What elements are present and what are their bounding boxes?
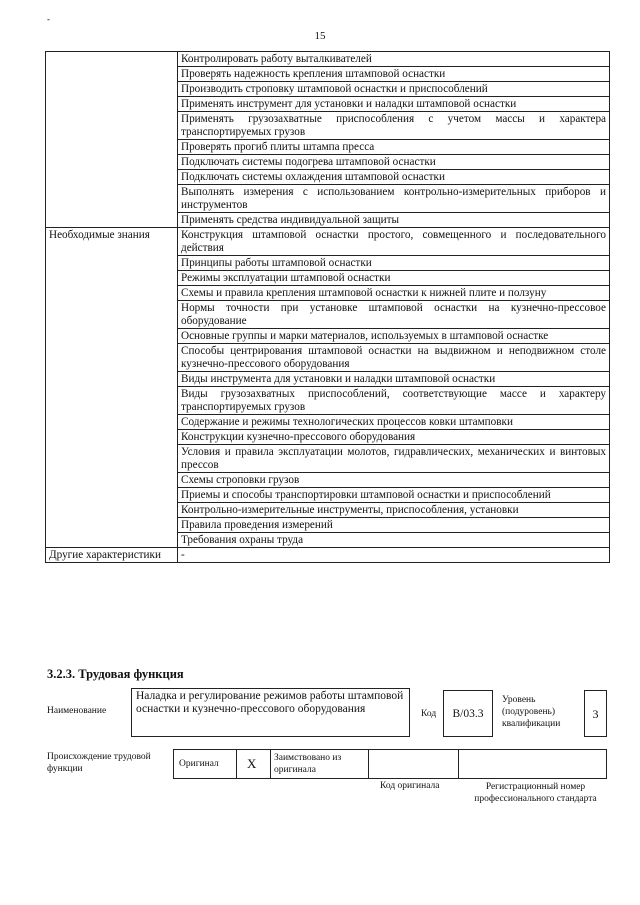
row-value: Проверять надежность крепления штамповой оснастки	[178, 67, 610, 82]
function-name-value: Наладка и регулирование режимов работы штамповой оснастки и кузнечно-прессового оборудования	[136, 690, 404, 715]
code-value-box	[443, 690, 493, 737]
function-name-box	[131, 688, 410, 737]
row-value: Конструкции кузнечно-прессового оборудования	[178, 430, 610, 445]
row-value: Требования охраны труда	[178, 533, 610, 548]
row-value: Правила проведения измерений	[178, 518, 610, 533]
row-value: Подключать системы подогрева штамповой оснастки	[178, 155, 610, 170]
row-value: Проверять прогиб плиты штампа пресса	[178, 140, 610, 155]
original-label: Оригинал	[179, 759, 219, 769]
other-value: -	[178, 548, 610, 563]
row-value: Условия и правила эксплуатации молотов, гидравлических, механических и винтовых прессов	[178, 445, 610, 473]
row-label	[46, 52, 178, 228]
level-label: Уровень (подуровень) квалификации	[502, 695, 561, 729]
row-value: Нормы точности при установке штамповой оснастки на кузнечно-прессовое оборудование	[178, 301, 610, 329]
skill-row	[46, 52, 610, 67]
row-value: Применять инструмент для установки и наладки штамповой оснастки	[178, 97, 610, 112]
row-value: Схемы и правила крепления штамповой оснастки к нижней плите и ползуну	[178, 286, 610, 301]
origin-label: Происхождение трудовой функции	[47, 752, 151, 774]
row-value: Виды грузозахватных приспособлений, соответствующие массе и характеру транспортируемых грузов	[178, 387, 610, 415]
page-number: 15	[314, 30, 326, 42]
row-value: Способы центрирования штамповой оснастки на выдвижном и неподвижном столе кузнечно-прессового оборудования	[178, 344, 610, 372]
row-value: Режимы эксплуатации штамповой оснастки	[178, 271, 610, 286]
code-original-label: Код оригинала	[380, 781, 440, 791]
other-row	[46, 548, 610, 563]
code-label: Код	[421, 709, 437, 719]
reg-number-label: Регистрационный номер профессионального стандарта	[474, 782, 597, 804]
section-title: 3.2.3. Трудовая функция	[47, 667, 184, 681]
borrowed-label: Заимствовано из оригинала	[274, 753, 342, 775]
requirements-table	[45, 51, 610, 563]
origin-box	[173, 749, 607, 779]
level-value: 3	[592, 707, 599, 721]
row-value: Применять средства индивидуальной защиты	[178, 213, 610, 228]
other-label: Другие характеристики	[46, 548, 178, 563]
row-value: Подключать системы охлаждения штамповой оснастки	[178, 170, 610, 185]
row-value: Применять грузозахватные приспособления с учетом массы и характера транспортируемых грузов	[178, 112, 610, 140]
row-value: Виды инструмента для установки и наладки штамповой оснастки	[178, 372, 610, 387]
row-value: Производить строповку штамповой оснастки и приспособлений	[178, 82, 610, 97]
row-label: Необходимые знания	[46, 228, 178, 548]
level-value-box	[584, 690, 607, 737]
code-value: B/03.3	[452, 708, 484, 720]
row-value: Контролировать работу выталкивателей	[178, 52, 610, 67]
row-value: Содержание и режимы технологических процессов ковки штамповки	[178, 415, 610, 430]
top-mark: -	[47, 14, 50, 24]
name-label: Наименование	[47, 706, 107, 716]
original-mark: X	[247, 756, 257, 771]
row-value: Выполнять измерения с использованием контрольно-измерительных приборов и инструментов	[178, 185, 610, 213]
row-value: Приемы и способы транспортировки штамповой оснастки и приспособлений	[178, 488, 610, 503]
row-value: Контрольно-измерительные инструменты, приспособления, установки	[178, 503, 610, 518]
row-value: Схемы строповки грузов	[178, 473, 610, 488]
row-value: Основные группы и марки материалов, используемых в штамповой оснастке	[178, 329, 610, 344]
knowledge-row	[46, 228, 610, 256]
row-value: Конструкция штамповой оснастки простого, совмещенного и последовательного действия	[178, 228, 610, 256]
row-value: Принципы работы штамповой оснастки	[178, 256, 610, 271]
